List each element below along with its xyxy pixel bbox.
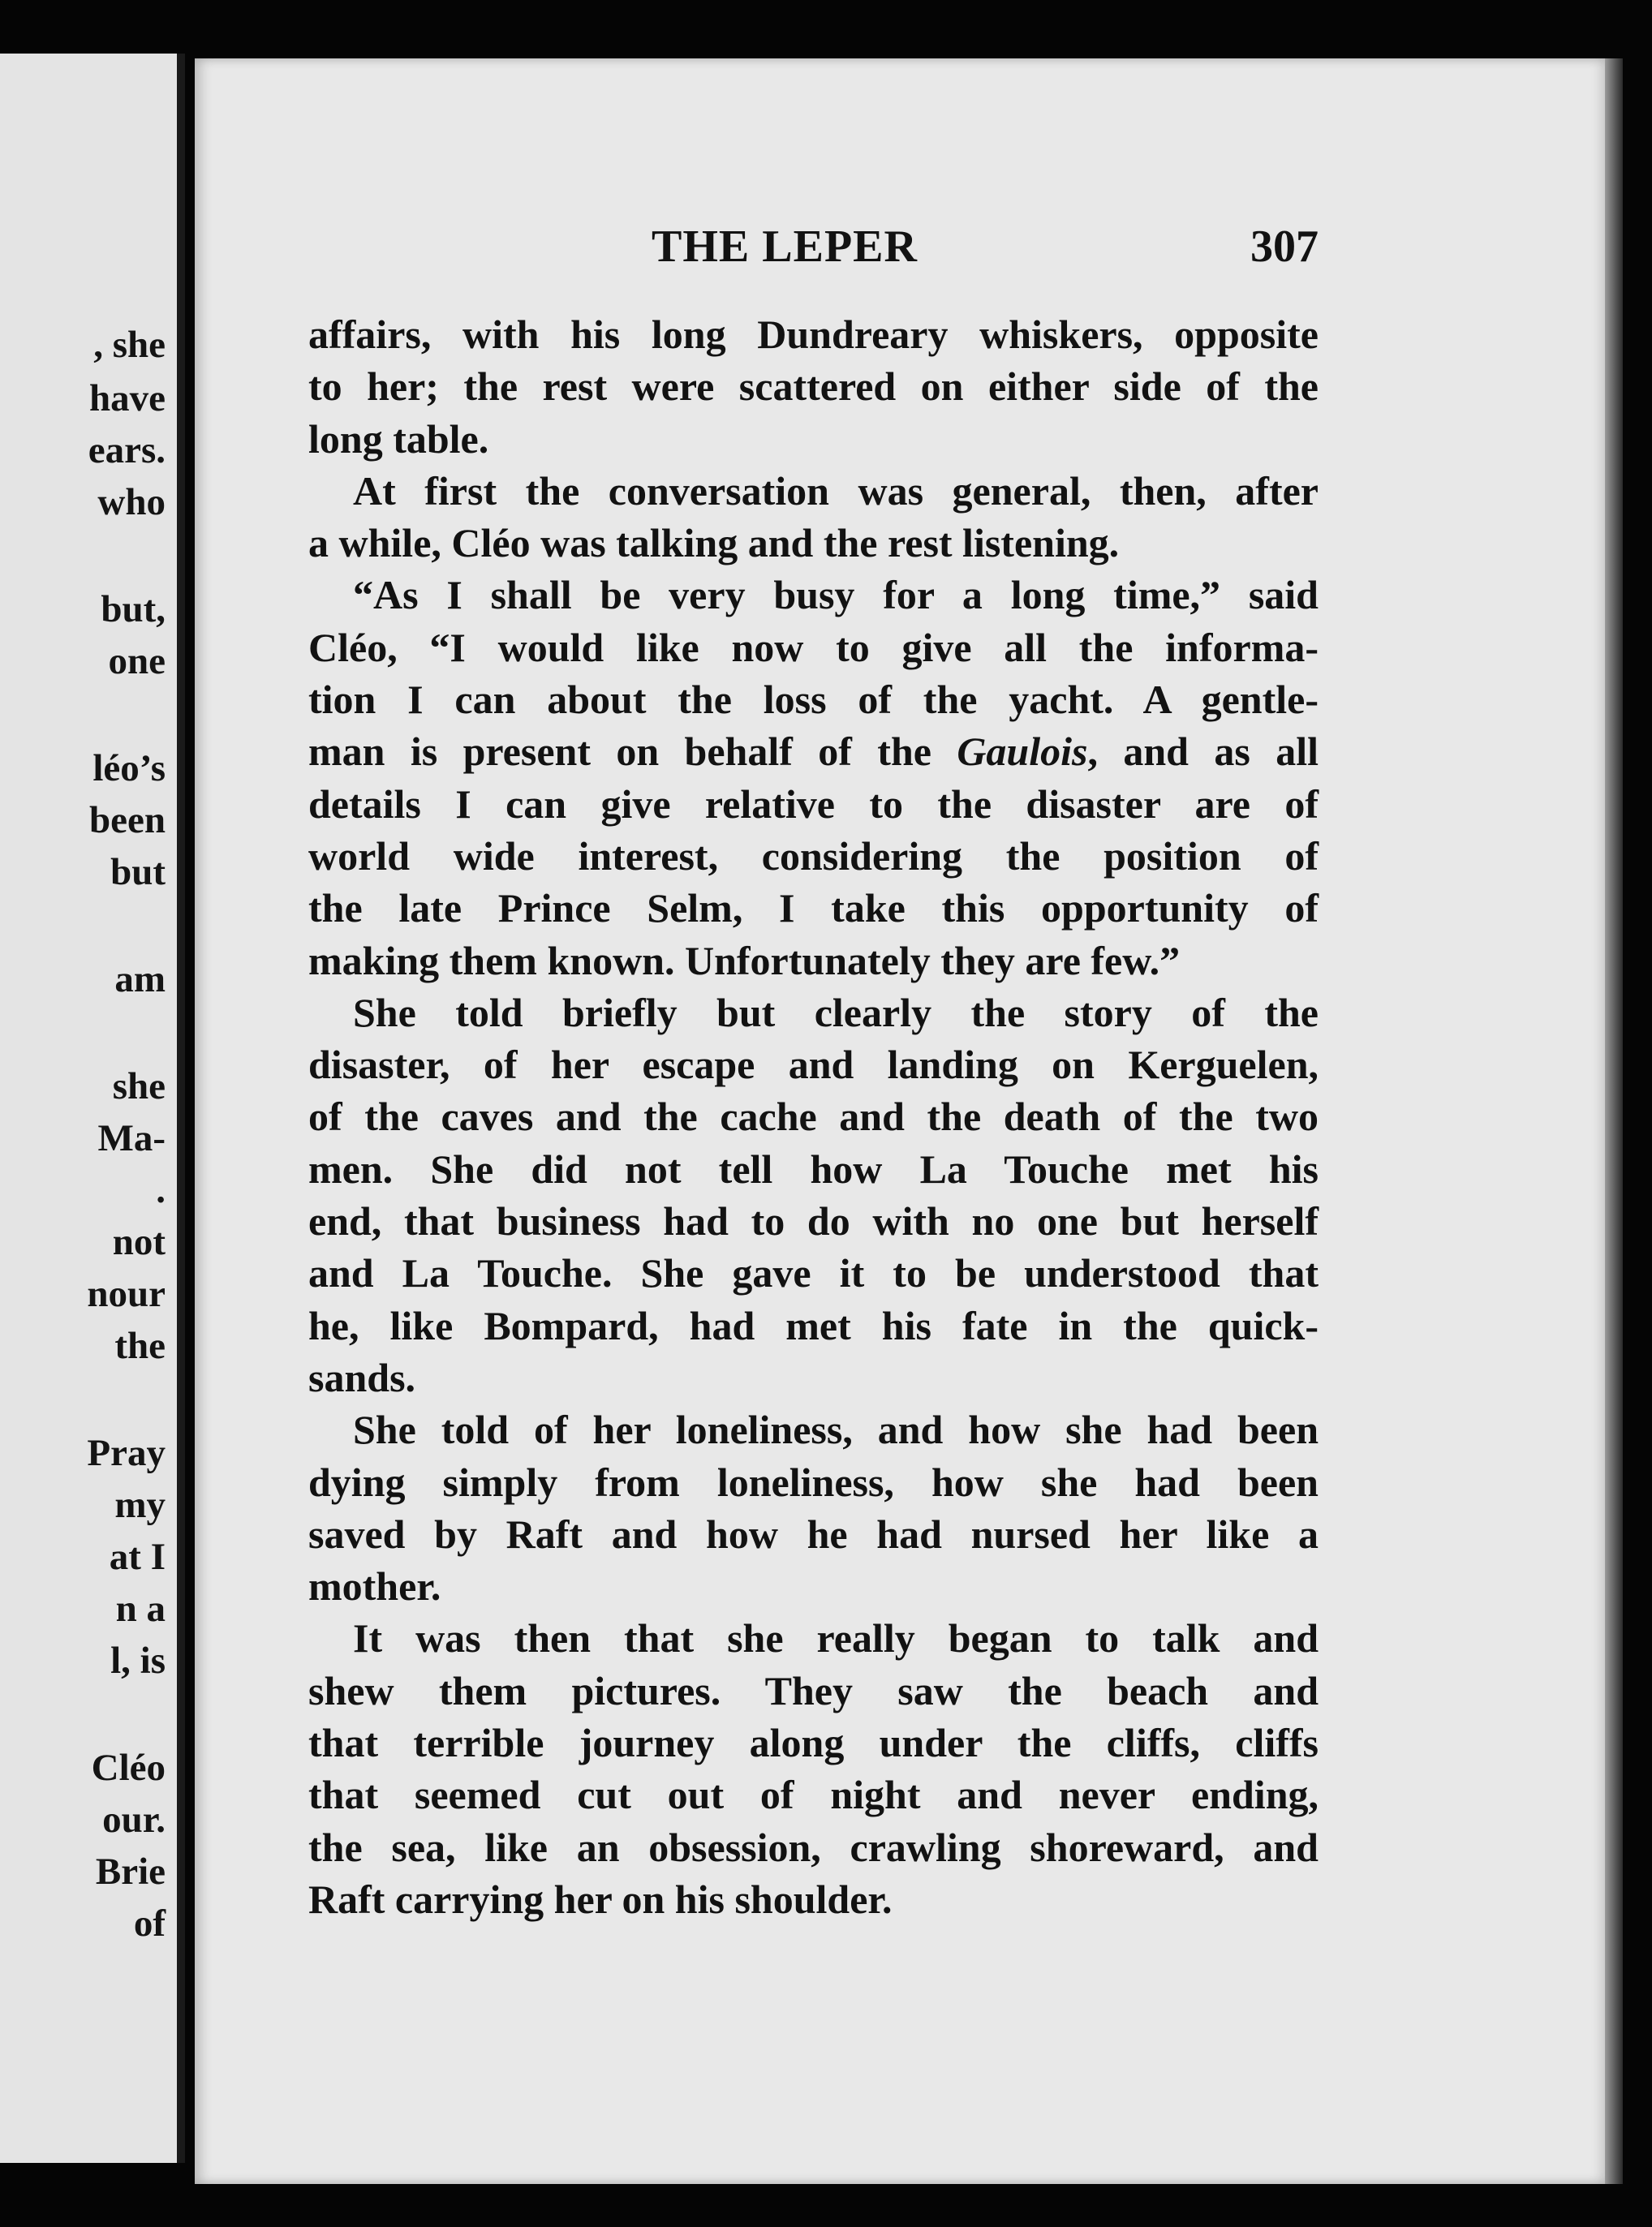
- text-line: It was then that she really began to talk and: [353, 1615, 1319, 1662]
- facing-page-text: she: [112, 1065, 166, 1107]
- text-line: of the caves and the cache and the death of the two: [308, 1094, 1319, 1140]
- text-line: mother.: [308, 1563, 441, 1610]
- facing-page-text: , she: [93, 324, 166, 366]
- facing-page-text: one: [108, 640, 166, 682]
- text-line: the late Prince Selm, I take this opportunity of: [308, 885, 1319, 931]
- text-line: that seemed cut out of night and never ending,: [308, 1772, 1319, 1818]
- text-line: details I can give relative to the disaster are of: [308, 780, 1319, 827]
- text-line: and La Touche. She gave it to be understood that: [308, 1250, 1319, 1296]
- text-line: world wide interest, considering the position of: [308, 832, 1319, 879]
- text-line: tion I can about the loss of the yacht. A gentle-: [308, 677, 1319, 723]
- text-line: She told briefly but clearly the story of the: [353, 989, 1319, 1035]
- text-run: , and as all: [1087, 729, 1319, 775]
- facing-page-text: but: [110, 851, 166, 893]
- facing-page-text: been: [89, 799, 166, 841]
- text-line: men. She did not tell how La Touche met his: [308, 1146, 1319, 1192]
- facing-page-text: at I: [109, 1536, 166, 1578]
- facing-page-text: nour: [87, 1273, 166, 1315]
- facing-page-text: Pray: [87, 1432, 166, 1474]
- text-line: a while, Cléo was talking and the rest listening.: [308, 520, 1120, 566]
- text-line: At first the conversation was general, then, after: [353, 467, 1319, 514]
- facing-page-text: but,: [101, 588, 166, 630]
- italic-title: Gaulois: [957, 729, 1088, 775]
- text-line: [308, 725, 1319, 777]
- text-line: Cléo, “I would like now to give all the informa-: [308, 624, 1319, 670]
- text-line: sands.: [308, 1354, 416, 1400]
- text-line: Raft carrying her on his shoulder.: [308, 1876, 893, 1922]
- facing-page-text: of: [133, 1902, 166, 1945]
- text-line: to her; the rest were scattered on either side of the: [308, 363, 1319, 410]
- facing-page-text: n a: [115, 1588, 166, 1630]
- facing-page-text: am: [114, 958, 166, 1000]
- running-title: THE LEPER: [652, 221, 918, 272]
- text-line: long table.: [308, 415, 489, 462]
- facing-page-text: l, is: [110, 1640, 166, 1682]
- facing-page-text: who: [97, 481, 166, 523]
- text-line: dying simply from loneliness, how she had been: [308, 1459, 1319, 1505]
- body-text: [308, 308, 1319, 1925]
- text-line: the sea, like an obsession, crawling shoreward, and: [308, 1824, 1319, 1870]
- text-line: She told of her loneliness, and how she had been: [353, 1407, 1319, 1453]
- text-line: end, that business had to do with no one but herself: [308, 1198, 1319, 1245]
- facing-page-text: léo’s: [92, 747, 166, 789]
- page-edge-shadow: [1605, 58, 1623, 2184]
- facing-page-text: our.: [102, 1799, 166, 1841]
- facing-page-text: Brie: [95, 1851, 166, 1893]
- facing-page-text: not: [112, 1221, 166, 1263]
- page-number: 307: [1250, 221, 1319, 272]
- facing-page-text: .: [156, 1169, 166, 1211]
- facing-page-text: Cléo: [91, 1747, 166, 1789]
- facing-page-text: Ma-: [97, 1117, 166, 1159]
- facing-page-text: ears.: [88, 429, 166, 471]
- text-run: man is present on behalf of the: [308, 729, 957, 775]
- text-line: disaster, of her escape and landing on Kerguelen,: [308, 1042, 1319, 1088]
- text-line: “As I shall be very busy for a long time,” said: [353, 572, 1319, 618]
- facing-page-text: my: [114, 1484, 166, 1526]
- text-line: affairs, with his long Dundreary whiskers, opposite: [308, 312, 1319, 357]
- text-line: shew them pictures. They saw the beach and: [308, 1667, 1319, 1713]
- facing-page-fragment: [0, 54, 185, 2163]
- text-line: saved by Raft and how he had nursed her like a: [308, 1511, 1319, 1557]
- running-head: [308, 221, 1319, 273]
- facing-page-text: have: [89, 377, 166, 419]
- text-line: he, like Bompard, had met his fate in the quick-: [308, 1302, 1319, 1348]
- text-line: that terrible journey along under the cliffs, cliffs: [308, 1720, 1319, 1766]
- text-line: making them known. Unfortunately they are few.”: [308, 937, 1181, 983]
- facing-page-text: the: [114, 1325, 166, 1367]
